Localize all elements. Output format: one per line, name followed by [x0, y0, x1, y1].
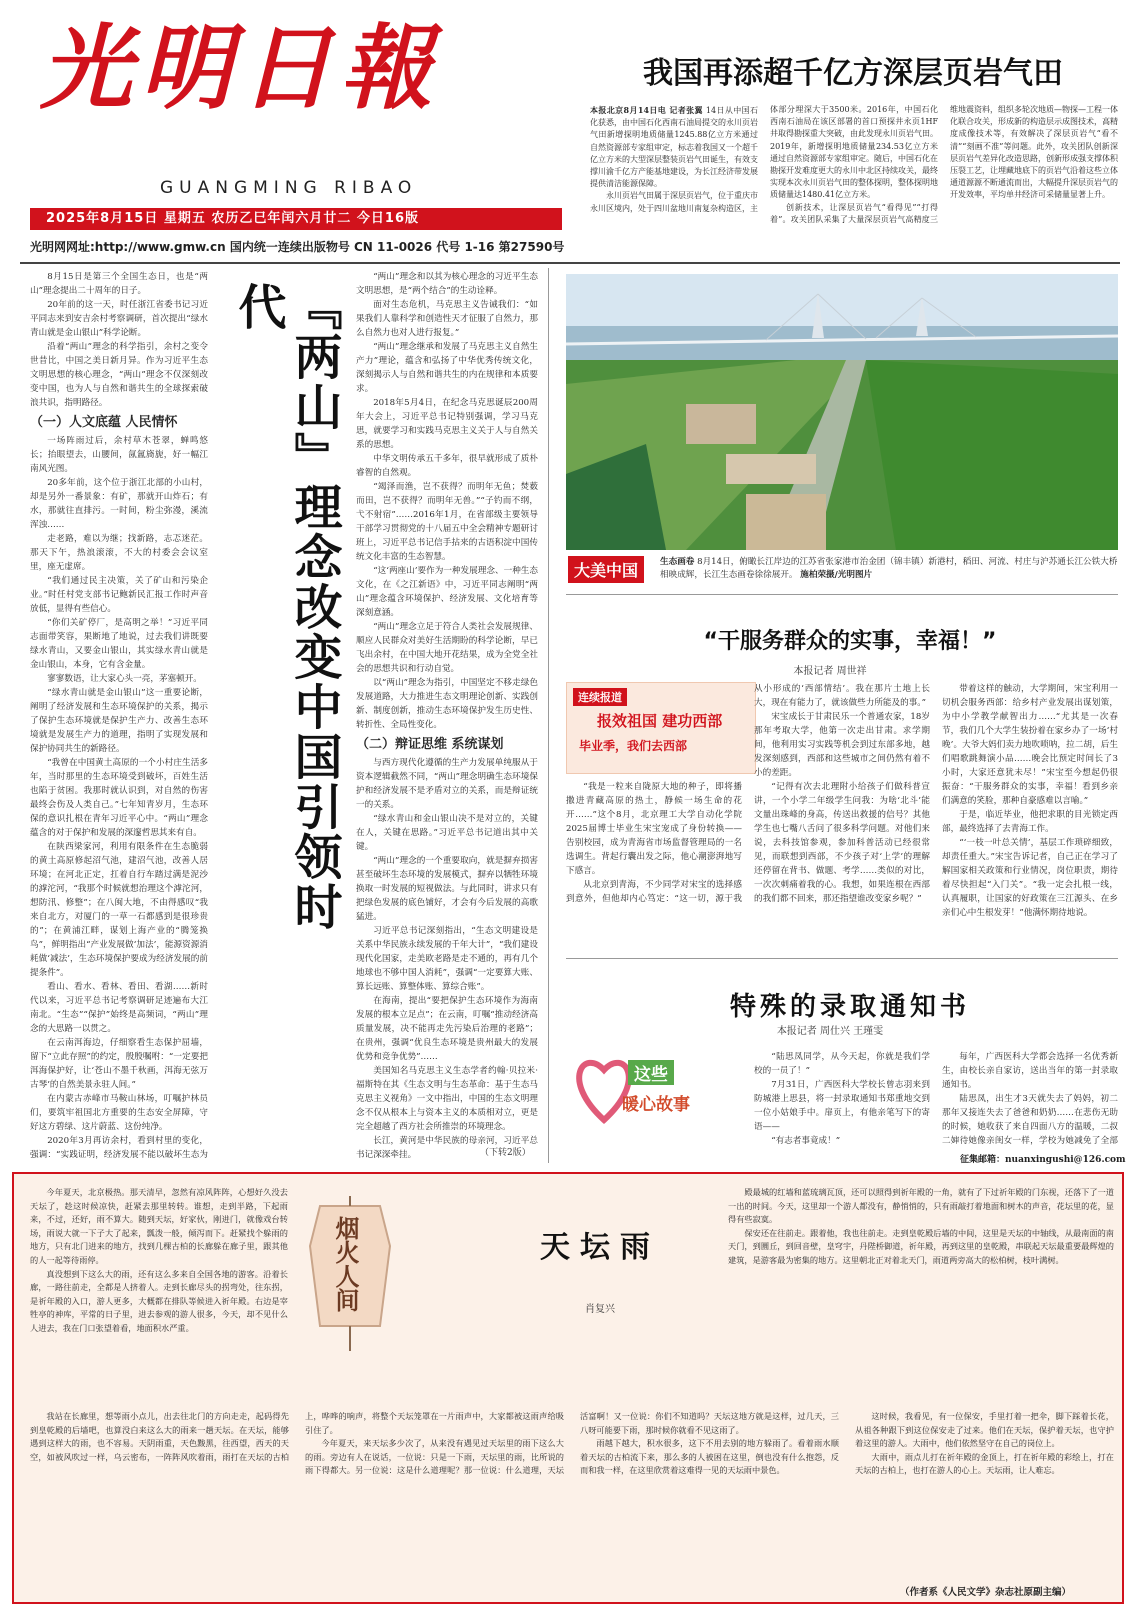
lianshan-paragraph: 2020年3月再访余村，看到村里的变化，强调：“实践证明，经济发展不能以破坏生态为 [30, 1136, 208, 1160]
lianshan-paragraph: 一场阵雨过后，余村草木苍翠，蝉鸣悠长；抬眼望去，山腰间，氤氲旖旎，好一幅江南风光图。 [30, 436, 208, 474]
lianshan-paragraph: 沿着“两山”理念的科学指引，余村之变令世昔比，中国之美日新月异。作为习近平生态文明思想的核心理念，“两山”理念不仅深刻改变中国，也为人与自然和谐共生的全球探索破浪共识，指明路径。 [30, 342, 208, 408]
letter-story-headline: 特殊的录取通知书 [729, 992, 970, 1022]
lianshan-section2-heading: （二）辩证思维 系统谋划 [356, 737, 504, 752]
photo-tag: 大美中国 [568, 556, 644, 583]
feature-paragraph: 保安还在往前走。跟着他，我也往前走。走到皇乾殿后墙的中间，这里是天坛的中轴线，从最南面的南天门，到圜丘，到回音壁，皇穹宇，丹陛桥御道，祈年殿，再到这里的皇乾殿，串联起天坛最重要最辉煌的建筑，是游客最为密集的地方。这里朝北正对着北天门，雨道两旁高大的松柏树，枝叶满树。 [728, 1227, 1114, 1265]
feature-lower-body [30, 1410, 1114, 1580]
lianshan-paragraph: 在云南洱海边，仔细察看生态保护屈墙，留下“立此存照”的约定，殷殷嘱咐：“一定要把洱海保护好，让‘苍山不墨千秋画，洱海无弦万古琴’的自然美景永驻人间。” [30, 1038, 208, 1090]
service-story-paragraph: 于是，临近毕业，他把求职的目光锁定西部，最终选择了去青海工作。 [942, 810, 1118, 834]
section-divider [566, 958, 1118, 959]
feature-paragraph: 今年夏天，来天坛多少次了，从来没有遇见过天坛里的雨下这么大的雨。旁边有人在说话，一位说：只是一下雨，天坛里的雨，比所说的雨下得都大。另一位说：这是什么道理呢？那一位说：什么道理，天坛活富啊！又一位说：你们不知道吗？天坛这地方就是这样，过几天，三八呀可能要下雨，那时候你就看不见这雨了。 [305, 1411, 839, 1476]
photo-caption-text: 8月14日，俯瞰长江岸边的江苏省张家港市治金团（锦丰镇）新港村，稻田、河流、村庄与沪苏通长江公铁大桥相映成辉，长江生态画卷徐徐展开。 [660, 557, 1118, 580]
lianshan-paragraph: 2018年5月4日，在纪念马克思诞辰200周年大会上，习近平总书记特别强调，学习马克思，就要学习和实践马克思主义关于人与自然关系的思想。 [356, 398, 538, 450]
service-story-paragraph: 带着这样的触动，大学期间，宋宝利用一切机会服务西部：给乡村产业发展出谋划策，为中小学教学献智出力……“尤其是一次春节，我们几个大学生装扮着在家乡办了一场‘村晚’。大爷大妈们卖力地吹唢呐，拉二胡，后生们唱歌跳舞演小品……晚会比预定时间长了3小时，大家还意犹未尽！”宋宝至今想起仍很振奋：“干服务群众的实事，幸福！看到乡亲们满意的笑脸，那种自豪感难以言喻。” [942, 684, 1118, 806]
lianshan-paragraph: 在海南，提出“要把保护生态环境作为海南发展的根本立足点”；在云南，叮嘱“推动经济高质量发展，决不能再走先污染后治理的老路”；在贵州，强调“优良生态环境是贵州最大的发展优势和竞争优势”…… [356, 996, 538, 1062]
header-divider [20, 262, 1120, 264]
lianshan-paragraph: “两山”理念和以其为核心理念的习近平生态文明思想，是“两个结合”的生动诠释。 [356, 272, 538, 296]
lianshan-paragraph: 与西方现代化遵循的生产力发展单纯服从于资本逻辑截然不同，“两山”理念明确生态环境保护和经济发展不是矛盾对立的关系，而是辩证统一的关系。 [356, 758, 538, 810]
badge-main-label: 这些 [628, 1060, 674, 1085]
service-story-paragraph: 宋宝成长于甘肃民乐一个普通农家，18岁那年考取大学，他第一次走出甘肃。求学期间，他利用实习实践等机会到过东部多地，越发深刻感到，西部和这些城市之间仍然有着不小的差距。 [754, 712, 930, 778]
badge-series-label: 连续报道 [573, 688, 627, 706]
letter-story-byline: 本报记者 周仕兴 王瑾雯 [776, 1026, 884, 1037]
service-story-body [566, 682, 1118, 952]
lianshan-paragraph: 以“两山”理念为指引，中国坚定不移走绿色发展道路，大力推进生态文明理论创新、实践创新、制度创新，推动生态环境保护发生历史性、转折性、全局性变化。 [356, 678, 538, 730]
feature-column-tag [300, 1196, 400, 1356]
top-story-headline: 我国再添超千亿方深层页岩气田 [643, 56, 1063, 91]
top-story-dateline: 本报北京8月14日电 记者张翼 [590, 105, 703, 115]
lianshan-paragraph: “我们通过民主决策，关了矿山和污染企业。”时任村党支部书记鲍新民汇报工作时声音放低，显得有些信心。 [30, 576, 208, 614]
masthead-pinyin: GUANGMING RIBAO [160, 178, 418, 198]
feature-paragraph: 这时候，我看见，有一位保安，手里打着一把伞，脚下踩着长花，从祖各种跟下到这位保安走了过来。他们在天坛，保护着天坛，也守护着这里的游人。大雨中，他们依然坚守在自己的岗位上。 [855, 1411, 1114, 1449]
lianshan-paragraph: 20多年前，这个位于浙江北部的小山村，却是另外一番景象：有矿，那就开山炸石；有水，那就往直排污。一时间，粉尘弥漫，溪流浑浊…… [30, 478, 208, 530]
feature-paragraph: 大雨中，雨点儿打在祈年殿的金顶上，打在祈年殿的彩绘上，打在天坛的古柏上，也打在游人的心上。天坛雨，让人难忘。 [855, 1451, 1114, 1476]
feature-author: 肖复兴 [585, 1304, 615, 1315]
section-divider [566, 594, 1118, 595]
top-story-paragraph: 创新技术，让深层页岩气“看得见”“打得着”。攻关团队采集了大量深层页岩气高精度三维地震资料，组织多轮次地质—物探—工程一体化联合攻关，形成新的构造层示成图技术，高精度成像技术等，有效解决了深层页岩气“看不清”“刻画不准”等问题。此外，攻关团队创新深层页岩气差异化改造思路，创新形成强支撑体积压裂工艺，让埋藏地底下的页岩气沿着这些立体通道源源不断通流而出，大幅提升深层页岩气的开发效率，平均单井经济可采储量显著上升。 [770, 105, 1118, 224]
lianshan-col1 [30, 270, 208, 1160]
lianshan-paragraph: 20年前的这一天，时任浙江省委书记习近平同志来到安吉余村考察调研，首次提出“绿水青山就是金山银山”科学论断。 [30, 300, 208, 338]
lianshan-paragraph: “我曾在中国黄土高原的一个小村庄生活多年，当时那里的生态环境受到破坏，百姓生活也陷于贫困。我那时就认识到，对自然的伤害最终会伤及人类自己。”七年知青岁月，生态环保的意识扎根在青年习近平心中。“两山”理念蕴含的对于保护和发展的深邃哲思其来有自。 [30, 758, 208, 838]
service-story-paragraph: “我是一粒来自陇原大地的种子，即将播撒进青藏高原的热土，静候一场生命的花开……”这个8月，北京理工大学自动化学院2025届博士毕业生宋宝宠成了身份转换——告别校园，成为青海省市场监督管理局的一名选调生。背起行囊出发之际，他心潮澎湃地写下感言。 [566, 782, 742, 876]
lianshan-paragraph: “竭泽而渔，岂不获得？而明年无鱼；焚薮而田，岂不获得？而明年无兽。”“子钓而不纲，弋不射宿”……2016年1月，在省部级主要领导干部学习贯彻党的十八届五中全会精神专题研讨班上，习近平总书记信手拈来的古语积淀中国传统文化丰富的生态智慧。 [356, 482, 538, 562]
lianshan-paragraph: 走老路，难以为继；找新路，志忑迷茫。那天下午，热浪滚滚，不大的村委会会议室里，座无虚席。 [30, 534, 208, 572]
lianshan-paragraph: “两山”理念的一个重要取向，就是摒弃损害甚至破坏生态环境的发展模式，摒弃以牺牲环境换取一时发展的短视做法。与此同时，讲求只有把绿色发展的底色铺好，才会有今后发展的高歌猛进。 [356, 856, 538, 922]
badge-main-label: 报效祖国 建功西部 [597, 712, 723, 730]
service-story-headline: “干服务群众的实事，幸福！” [703, 629, 997, 654]
lianshan-paragraph: “两山”理念继承和发展了马克思主义自然生产力”理论，蕴含和弘扬了中华优秀传统文化，深刻揭示人与自然和谐共生的内在规律和本质要求。 [356, 342, 538, 394]
letter-story-paragraph: 陆思凤，出生才3天就失去了妈妈，初二那年又接连失去了爸爸和奶奶……在悲伤无助的时候，她收获了来自四面八方的温暖，二叔二婶待她像亲闺女一样，学校为她减免了全部 [942, 1094, 1118, 1146]
masthead-title: 光明日報 [40, 14, 441, 122]
feature-paragraph: 我站在长廊里，想等雨小点儿，出去往北门的方向走走，起码得先到皇乾殿的后墙吧，也算没白来这么大的雨来一趟天坛。在天坛，能够遇到这样大的雨，也不容易。天阴雨重，天色黢黑，往西望，西天的天空，如被风吹过一样，乌云密布，一阵阵风吹着雨，雨打在天坛的古柏上，哗哗的响声，将整个天坛笼罩在一片雨声中，大家都被这雨声给吸引住了。 [30, 1411, 564, 1462]
badge-sub-label: 暖心故事 [622, 1095, 690, 1115]
letter-story-body [566, 1050, 1118, 1152]
lianshan-paragraph: 美国知名马克思主义生态学者约翰·贝拉米·福斯特在其《生态文明与生态革命：基于生态马克思主义视角》一文中指出，中国的生态文明理念不仅从根本上与资本主义的本质相对立，更是完全超越了西方社会所推崇的环境理念。 [356, 1066, 538, 1132]
feature-author-note: （作者系《人民文学》杂志社原副主编） [900, 1587, 1072, 1598]
lianshan-paragraph: “你们关矿停厂，是高明之举！”习近平同志面带笑容，果断地了地说，过去我们讲既要绿水青山，又要金山银山，其实绿水青山就是金山银山，本身，它有含金量。 [30, 618, 208, 670]
lianshan-paragraph: 面对生态危机，马克思主义告诫我们：“如果我们人靠科学和创造性天才征服了自然力，那么自然力也对人进行报复。” [356, 300, 538, 338]
letter-story-paragraph: “陆思凤同学，从今天起，你就是我们学校的一员了！” [754, 1052, 930, 1076]
letter-story-paragraph: 7月31日，广西医科大学校长曾志羽来到防城港上思县，将一封录取通知书郑重地交到一位小姑娘手中。扉页上，有他亲笔写下的寄语—— [754, 1080, 930, 1132]
feature-paragraph: 殿最城的红墙和蓝琉璃瓦顶，还可以照得到祈年殿的一角，就有了下过祈年殿的门东视，还落下了一道一出的时间。今天，这里却一个游人都没有，静悄悄的，只有雨敲打着地面和树木的声音，花坛里的花，显得有些寂寞。 [728, 1187, 1114, 1225]
feature-col-right [728, 1186, 1114, 1386]
feature-title: 天坛雨 [540, 1230, 660, 1265]
top-story-paragraph: 永川页岩气田属于深层页岩气，位于重庆市永川区境内，处于四川盆地川南复杂构造区，主体部分埋深大于3500米。2016年，中国石化西南石油局在该区部署的首口预探井永页1HF井取得勘探重大突破，由此发现永川页岩气田。2019年，新增探明地质储量234.53亿立方米通过自然资源部专家组审定。随后，中国石化在勘探开发难度更大的永川中北区持续攻关，最终实现本次永川页岩气田的整体探明，整体探明地质储量达1480.41亿立方米。 [590, 105, 938, 213]
service-story-paragraph: 从北京到青海，不少同学对宋宝的选择感到意外，但他却内心笃定：“这一切，源于我从小形成的‘西部情结’。我在那片土地上长大，现在有能力了，就该做些力所能及的事。” [566, 684, 930, 904]
letter-story-paragraph: “有志者事竟成！” [771, 1136, 841, 1146]
feature-paragraph: 今年夏天，北京极热。那天清早，忽然有凉风阵阵，心想好久没去天坛了，趁这时候凉快，赶紧去那里转转。谁想，走到半路，下起雨来，不过，还好，雨不算大。随到天坛，好家伙，刚进门，就像戏台转场，雨说大就一下子大了起来，瓢泼一般，倾泻而下。赶紧找个躲雨的地方，只有北门进来的地方，找到几棵古柏的长廊躲在廊子里，跟其他的人一起等待雨停。 [30, 1187, 288, 1265]
lianshan-paragraph: “这‘两座山’要作为一种发展理念、一种生态文化，在《之江新语》中，习近平同志阐明“两山”理念蕴含环境保护、经济发展、文化培育等深刻意涵。 [356, 566, 538, 618]
lianshan-paragraph: “绿水青山和金山银山决不是对立的，关键在人，关键在思路。”习近平总书记道出其中关键。 [356, 814, 538, 852]
feature-paragraph: 真没想到下这么大的雨，还有这么多来自全国各地的游客。沿着长廊，一路往前走，全都是人挤着人。走到长廊尽头的拐弯处，往东拐，是祈年殿的入口，游人更多，大概都在排队等候进入祈年殿。右边是宰牲亭的神库，平常的日子里，进去参观的游人很多，今天，却不见什么人进去，我在门口张望着看，地面积水严重。 [30, 1268, 288, 1333]
badge-spacer [566, 682, 742, 780]
service-story-byline: 本报记者 周世祥 [793, 666, 867, 677]
lianshan-paragraph: 习近平总书记深刻指出，“生态文明建设是关系中华民族永续发展的千年大计”，“我们建设现代化国家，走美欧老路是走不通的，再有几个地球也不够中国人消耗”，强调“一定要算大账、算长远账、算整体账、算综合账”。 [356, 926, 538, 992]
photo-bridge-landscape [566, 274, 1118, 550]
lianshan-col2 [356, 270, 538, 1160]
lianshan-paragraph: 在内蒙古赤峰市马鞍山林场，叮嘱护林员们，要筑牢祖国北方重要的生态安全屏障，守好这方碧绿、这片蔚蓝、这份纯净。 [30, 1094, 208, 1132]
lianshan-paragraph: 中华文明传承五千多年，很早就形成了质朴睿智的自然观。 [356, 454, 538, 478]
badge-spacer [566, 1050, 742, 1136]
feature-col1 [30, 1186, 288, 1406]
column-divider [548, 268, 549, 1163]
top-story-body [590, 104, 1118, 262]
lianshan-section1-heading: （一）人文底蕴 人民情怀 [30, 415, 178, 430]
photo-caption [660, 556, 1118, 586]
service-story-paragraph: “记得有次去北理附小给孩子们做科普宣讲，一个小学二年级学生问我：为啥‘北斗’能文量出珠峰的身高，传送出救援的信号？其他学生也七嘴八舌问了很多科学问题。对他们来说，去科技馆参观，参加科普活动已经很常见，而联想到西部，不少孩子对‘上学’的理解还停留在背书、做题、考学……类似的对比，一次次刺痛着我的心。我想，如果连根在西部的我们都不回来，那还指望谁改变家乡呢？” [754, 782, 930, 904]
photo-illustration [566, 274, 1118, 550]
service-story-paragraph: “‘一枝一叶总关情’，基层工作琐碎细致，却责任重大。”宋宝告诉记者，自己正在学习了解国家相关政策和行业情况，岗位职责，期待着尽快担起“入门关”。“我一定会扎根一线，认真履职，让国家的好政策在三江源头、在乡亲们心中生根发芽！”他满怀期待地说。 [942, 838, 1118, 918]
photo-caption-title: 生态画卷 [660, 557, 695, 567]
lianshan-paragraph: 看山、看水、看林、看田、看湖……新时代以来，习近平总书记考察调研足迹遍布大江南北。“生态”“保护”始终是高频词，“两山”理念的大思路一以贯之。 [30, 982, 208, 1034]
website-bar: 光明网网址:http://www.gmw.cn 国内统一连续出版物号 CN 11-0026 代号 1-16 第27590号 [30, 240, 565, 254]
lianshan-paragraph: 在陕西梁家河，利用有限条件在生态脆弱的黄土高原修起沼气池，建沼气池，改善人居环境；在河北正定，扛着自行车踏过满是泥沙的滹沱河，“我那个时候就想治理这个滹沱河，想防汛、修整”；在八闽大地，不由得感叹“我来自北方，对厦门的一草一石都感到是很珍贵的”；在黄浦江畔，谋划上海产业的“腾笼换鸟”，鲜明指出“产业发展做‘加法’，能源资源消耗做‘减法’，生态环境保护要成为经济发展的前提条件”。 [30, 842, 208, 978]
top-story-paragraph: 14日从中国石化获悉，由中国石化西南石油局提交的永川页岩气田新增探明地质储量1245.88亿立方米通过自然资源部专家组审定，标志着我国又一个超千亿立方米的大型深层整装页岩气田诞生，有效支撑川渝千亿方产能基地建设，为长江经济带发展提供清洁能源保障。 [590, 106, 758, 189]
feature-paragraph: 雨越下越大，积水很多，这下不用去别的地方躲雨了。看着雨水顺着天坛的古柏流下来，那么多的人被困在这里，倒也没有什么抱怨，反而和我一样，在这里欣赏着这难得一见的天坛雨中景色。 [580, 1438, 839, 1476]
lianshan-paragraph: 寥寥数语，让大家心头一亮，茅塞顿开。 [47, 674, 202, 684]
letter-story-email: 征集邮箱：nuanxingushi@126.com [960, 1155, 1126, 1165]
lianshan-paragraph: 长江，黄河是中华民族的母亲河，习近平总书记深深牵挂。 [356, 1136, 538, 1160]
badge-sub-label: 毕业季，我们去西部 [579, 739, 688, 753]
date-bar: 2025年8月15日 星期五 农历乙巳年闰六月廿二 今日16版 [30, 208, 562, 230]
photo-credit: 施柏荣摄/光明图片 [800, 570, 873, 580]
continue-note: （下转2版） [480, 1148, 531, 1158]
letter-story-paragraph: 每年，广西医科大学都会选择一名优秀新生，由校长亲自家访，送出当年的第一封录取通知书。 [942, 1052, 1118, 1090]
lianshan-paragraph: “两山”理念立足于符合人类社会发展规律、顺应人民群众对美好生活期盼的科学论断，早已飞出余村，在中国大地开花结果，成为全党全社会的思想共识和行动自觉。 [356, 622, 538, 674]
lianshan-title: 『两山』理念改变中国引领时代 [230, 282, 342, 932]
lianshan-paragraph: 8月15日是第三个全国生态日，也是“两山”理念提出二十周年的日子。 [30, 272, 208, 296]
column-tag-text: 烟火人间 [331, 1216, 360, 1312]
lianshan-paragraph: “绿水青山就是金山银山”这一重要论断，阐明了经济发展和生态环境保护的关系，揭示了保护生态环境就是保护生产力、改善生态环境就是发展生产力的道理，指明了实现发展和保护协同共生的新路径。 [30, 688, 208, 754]
